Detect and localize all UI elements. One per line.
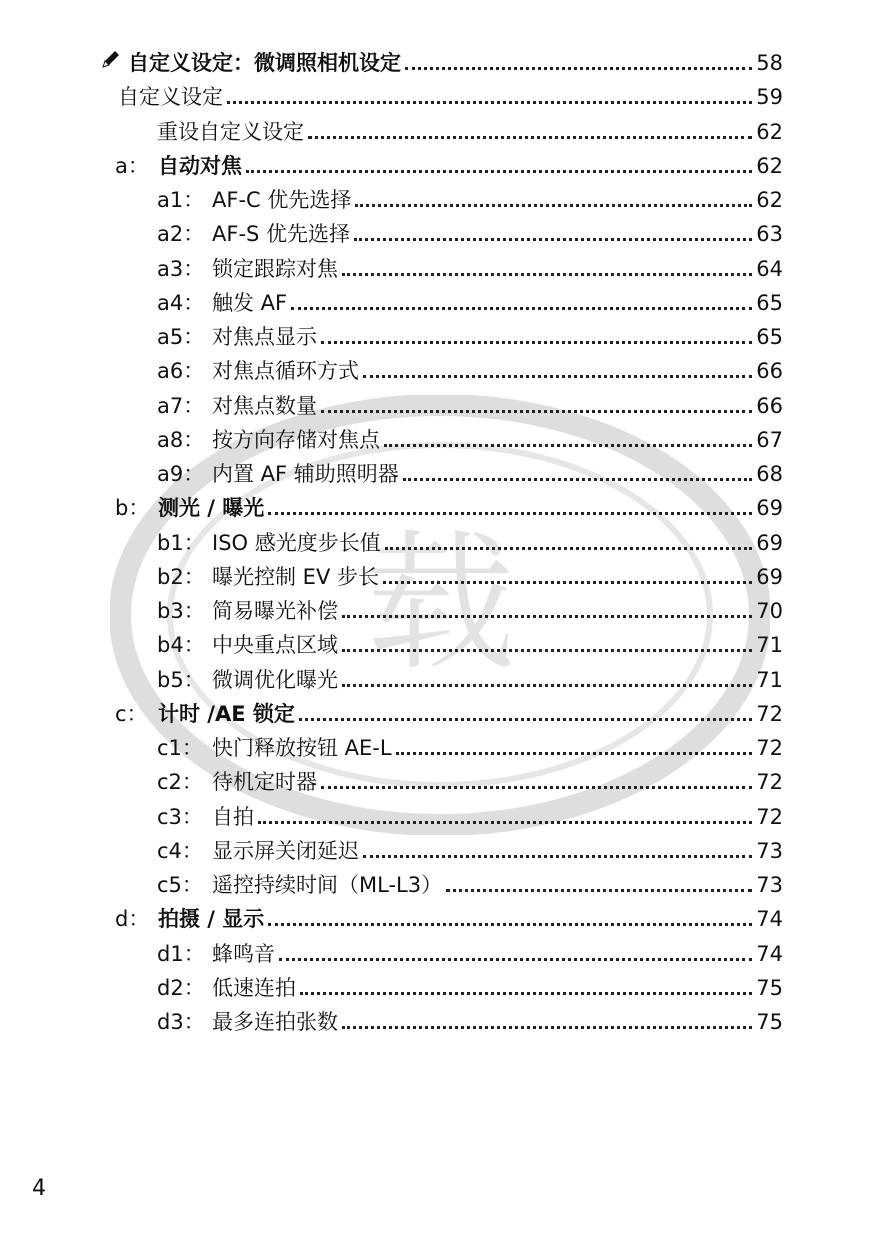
toc-entry[interactable]	[157, 425, 783, 455]
toc-entry-page: 65	[756, 290, 783, 315]
toc-entry-page: 74	[756, 907, 783, 932]
toc-entry-page: 59	[756, 85, 783, 110]
dot-leader	[396, 752, 753, 755]
toc-entry[interactable]	[157, 870, 783, 900]
toc-entry-code: c5：	[157, 873, 203, 897]
toc-entry-page: 75	[756, 975, 783, 1000]
toc-entry[interactable]	[157, 733, 783, 763]
toc-entry-title: 拍摄 / 显示	[158, 907, 265, 932]
toc-entry-page: 69	[756, 496, 783, 521]
toc-entry-page: 72	[756, 804, 783, 829]
dot-leader	[258, 821, 752, 824]
dot-leader	[354, 238, 752, 241]
toc-entry-code: a1：	[157, 188, 205, 212]
dot-leader	[342, 649, 752, 652]
toc-entry[interactable]	[100, 48, 783, 78]
dot-leader	[384, 444, 752, 447]
dot-leader	[321, 410, 752, 413]
toc-entry-page: 65	[756, 325, 783, 349]
pencil-icon	[100, 48, 122, 78]
toc-entry-title: 中央重点区域	[212, 633, 338, 658]
toc-entry-code: a3：	[157, 256, 205, 281]
dot-leader	[268, 923, 752, 926]
toc-entry-code: b2：	[157, 564, 205, 589]
dot-leader	[279, 958, 752, 961]
toc-entry[interactable]	[157, 322, 783, 352]
toc-entry[interactable]	[115, 493, 783, 523]
toc-entry-page: 70	[756, 599, 783, 623]
toc-entry-code: d3：	[157, 1010, 205, 1034]
svg-text:载: 载	[364, 517, 516, 691]
dot-leader	[403, 478, 752, 481]
toc-entry-title: 待机定时器	[212, 770, 317, 795]
toc-entry[interactable]	[157, 802, 783, 832]
toc-entry-page: 71	[756, 633, 783, 658]
toc-entry-page: 66	[756, 359, 783, 384]
toc-entry-code: b5：	[157, 667, 205, 692]
toc-entry-title: 自定义设定	[118, 85, 223, 110]
toc-entry-page: 72	[756, 701, 783, 726]
toc-entry[interactable]	[157, 185, 783, 215]
toc-entry-code: c2：	[157, 770, 203, 795]
toc-entry-title: 自拍	[212, 804, 254, 829]
toc-entry[interactable]	[157, 254, 783, 284]
toc-entry-code: a：	[115, 153, 149, 178]
toc-entry-code: a6：	[157, 359, 205, 384]
toc-entry[interactable]	[157, 973, 783, 1003]
toc-entry-page: 71	[756, 667, 783, 692]
toc-entry[interactable]	[157, 528, 783, 558]
toc-entry-title: 遥控持续时间（ML-L3）	[212, 873, 443, 897]
toc-entry-title: AF-S 优先选择	[212, 222, 351, 247]
toc-entry-title: AF-C 优先选择	[212, 188, 352, 212]
toc-entry[interactable]	[157, 219, 783, 249]
toc-entry-title: 触发 AF	[212, 290, 288, 315]
toc-entry-page: 72	[756, 736, 783, 760]
dot-leader	[355, 204, 752, 207]
toc-entry-code: c3：	[157, 804, 203, 829]
toc-entry-page: 75	[756, 1010, 783, 1034]
toc-entry-code: a7：	[157, 393, 205, 418]
dot-leader	[246, 170, 752, 173]
dot-leader	[308, 136, 752, 139]
toc-entry[interactable]	[115, 151, 783, 181]
toc-entry-page: 69	[756, 564, 783, 589]
toc-entry-page: 66	[756, 393, 783, 418]
toc-entry-page: 62	[756, 119, 783, 144]
toc-entry-title: 对焦点显示	[212, 325, 317, 349]
toc-entry[interactable]	[157, 117, 783, 147]
toc-entry-page: 58	[756, 51, 783, 75]
toc-entry-title: 按方向存储对焦点	[212, 427, 380, 452]
dot-leader	[405, 67, 752, 70]
dot-leader	[342, 1026, 752, 1029]
toc-entry-title: 最多连拍张数	[212, 1010, 338, 1034]
toc-entry[interactable]	[157, 836, 783, 866]
toc-entry-code: a9：	[157, 462, 205, 486]
toc-entry[interactable]	[157, 1007, 783, 1037]
toc-entry[interactable]	[157, 391, 783, 421]
toc-entry-code: b：	[115, 496, 150, 521]
dot-leader	[291, 307, 752, 310]
toc-entry-page: 67	[756, 427, 783, 452]
toc-entry-title: 快门释放按钮 AE-L	[212, 736, 392, 760]
dot-leader	[300, 992, 752, 995]
toc-entry-page: 62	[756, 188, 783, 212]
toc-entry-title: 自动对焦	[158, 153, 242, 178]
toc-entry-code: d1：	[157, 941, 205, 966]
toc-entry[interactable]	[115, 904, 783, 934]
toc-entry[interactable]	[157, 596, 783, 626]
dot-leader	[227, 101, 752, 104]
toc-entry-page: 69	[756, 530, 783, 555]
toc-entry-page: 72	[756, 770, 783, 795]
toc-entry-title: 计时 /AE 锁定	[158, 701, 295, 726]
toc-entry-title: 内置 AF 辅助照明器	[212, 462, 399, 486]
toc-entry-code: c1：	[157, 736, 203, 760]
toc-entry-page: 64	[756, 256, 783, 281]
toc-entry-page: 73	[756, 873, 783, 897]
toc-entry-code: a5：	[157, 325, 205, 349]
toc-entry-code: a8：	[157, 427, 205, 452]
toc-entry-code: b3：	[157, 599, 205, 623]
toc-entry-page: 63	[756, 222, 783, 247]
toc-entry[interactable]	[157, 767, 783, 797]
toc-entry-code: a2：	[157, 222, 205, 247]
toc-entry-title: 简易曝光补偿	[212, 599, 338, 623]
toc-entry-title: 微调优化曝光	[212, 667, 338, 692]
toc-entry-code: d：	[115, 907, 150, 932]
toc-entry[interactable]	[157, 630, 783, 660]
toc-entry[interactable]	[157, 356, 783, 386]
toc-entry-title: 重设自定义设定	[157, 119, 304, 144]
toc-entry[interactable]	[157, 562, 783, 592]
toc-entry-title: 低速连拍	[212, 975, 296, 1000]
toc-entry[interactable]	[118, 82, 783, 112]
toc-entry-title: 显示屏关闭延迟	[212, 838, 359, 863]
toc-entry-title: 自定义设定：微调照相机设定	[128, 51, 401, 75]
toc-entry-title: ISO 感光度步长值	[212, 530, 381, 555]
dot-leader	[446, 889, 752, 892]
dot-leader	[385, 547, 753, 550]
toc-entry-code: b1：	[157, 530, 205, 555]
page-number: 4	[32, 1176, 46, 1201]
toc-entry-page: 73	[756, 838, 783, 863]
dot-leader	[383, 581, 752, 584]
toc-entry-code: d2：	[157, 975, 205, 1000]
dot-leader	[342, 684, 752, 687]
toc-entry-code: a4：	[157, 290, 205, 315]
dot-leader	[342, 273, 752, 276]
toc-entry[interactable]	[157, 459, 783, 489]
toc-entry-title: 锁定跟踪对焦	[212, 256, 338, 281]
toc-entry-page: 68	[756, 462, 783, 486]
toc-entry-title: 曝光控制 EV 步长	[212, 564, 379, 589]
toc-entry[interactable]	[157, 939, 783, 969]
toc-entry[interactable]	[157, 288, 783, 318]
dot-leader	[299, 718, 752, 721]
toc-entry-code: c：	[115, 701, 148, 726]
toc-entry-code: b4：	[157, 633, 205, 658]
toc-entry-code: c4：	[157, 838, 203, 863]
toc-entry[interactable]	[157, 665, 783, 695]
toc-entry[interactable]	[115, 699, 783, 729]
toc-entry-title: 蜂鸣音	[212, 941, 275, 966]
dot-leader	[268, 512, 752, 515]
dot-leader	[342, 615, 752, 618]
toc-entry-page: 74	[756, 941, 783, 966]
dot-leader	[321, 786, 752, 789]
toc-entry-title: 测光 / 曝光	[158, 496, 265, 521]
toc-entry-page: 62	[756, 153, 783, 178]
dot-leader	[321, 341, 752, 344]
toc-entry-title: 对焦点循环方式	[212, 359, 359, 384]
dot-leader	[363, 375, 752, 378]
dot-leader	[363, 855, 752, 858]
toc-entry-title: 对焦点数量	[212, 393, 317, 418]
